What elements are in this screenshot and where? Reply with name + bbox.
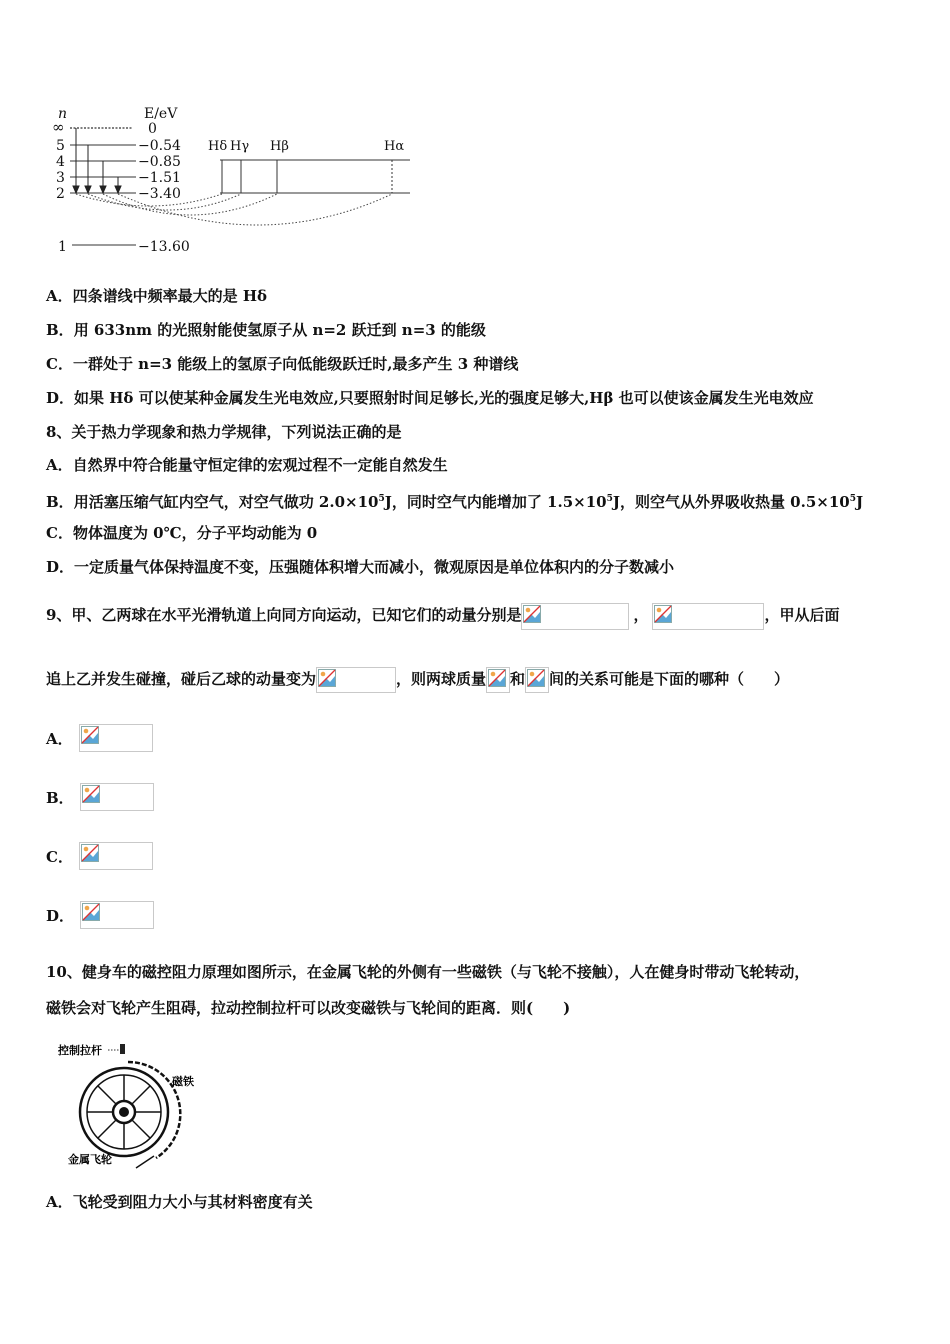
exponent: 5 xyxy=(378,494,385,504)
option-label: A． xyxy=(46,730,73,748)
q10-option-a xyxy=(46,1192,313,1212)
q9-stem-line1 xyxy=(46,602,839,630)
mass-b-image-icon xyxy=(525,667,549,693)
q8-stem: 8、关于热力学现象和热力学规律，下列说法正确的是 xyxy=(46,423,402,441)
q9-option-b xyxy=(46,783,154,813)
q9-stem-text: 追上乙并发生碰撞，碰后乙球的动量变为 xyxy=(46,670,317,688)
option-label: C． xyxy=(46,848,73,866)
magnet-label: 磁铁 xyxy=(172,1075,194,1088)
option-label: D． xyxy=(46,907,75,925)
line-h-alpha: Hα xyxy=(384,139,405,154)
option-text: 物体温度为 0℃，分子平均动能为 0 xyxy=(72,524,318,542)
line-h-gamma: Hγ xyxy=(230,139,250,154)
q9-stem-line2 xyxy=(46,664,789,694)
q8-option-c xyxy=(46,523,317,543)
option-text: 一定质量气体保持温度不变，压强随体积增大而减小，微观原因是单位体积内的分子数减小 xyxy=(74,558,675,576)
energy-level-diagram xyxy=(40,98,420,260)
q8-option-d xyxy=(46,557,674,577)
option-text: J xyxy=(855,493,864,511)
level-e-1: −13.60 xyxy=(138,239,190,255)
q9-option-c xyxy=(46,842,153,872)
line-h-delta: Hδ xyxy=(208,139,228,154)
level-e-inf: 0 xyxy=(148,121,157,137)
q9-stem-text: ，则两球质量 xyxy=(396,670,487,688)
option-label: B． xyxy=(46,493,74,511)
option-text: 自然界中符合能量守恒定律的宏观过程不一定能自然发生 xyxy=(72,456,448,474)
option-text: 用 633nm 的光照射能使氢原子从 n=2 跃迁到 n=3 的能级 xyxy=(73,321,486,339)
option-c-image-icon xyxy=(79,842,153,870)
option-label: A． xyxy=(46,1193,73,1211)
q7-option-a xyxy=(46,286,267,306)
option-text: 飞轮受到阻力大小与其材料密度有关 xyxy=(72,1193,313,1211)
q7-option-b xyxy=(46,320,486,340)
option-text: 用活塞压缩气缸内空气，对空气做功 2.0×10 xyxy=(73,493,379,511)
option-d-image-icon xyxy=(80,901,154,929)
option-a-image-icon xyxy=(79,724,153,752)
level-n-4: 4 xyxy=(56,154,65,170)
exponent: 5 xyxy=(849,494,856,504)
option-label: C． xyxy=(46,524,73,542)
level-e-3: −1.51 xyxy=(138,170,181,186)
momentum-a-image-icon xyxy=(521,603,629,630)
q7-option-d xyxy=(46,388,814,408)
level-n-inf: ∞ xyxy=(52,118,65,136)
option-text: 如果 Hδ 可以使某种金属发生光电效应,只要照射时间足够长,光的强度足够大,Hβ 也可以使该金属发生光电效应 xyxy=(74,389,814,407)
q9-stem-text: 间的关系可能是下面的哪种（ ） xyxy=(549,670,790,688)
q9-stem-text: ，甲从后面 xyxy=(764,606,840,624)
option-text: 四条谱线中频率最大的是 Hδ xyxy=(72,287,268,305)
option-b-image-icon xyxy=(80,783,154,811)
momentum-b-after-image-icon xyxy=(316,667,396,693)
q9-and: 和 xyxy=(510,670,526,688)
q7-option-c xyxy=(46,354,518,374)
option-label: A． xyxy=(46,456,73,474)
n-axis-label: n xyxy=(58,106,68,122)
level-n-3: 3 xyxy=(56,170,65,186)
level-e-5: −0.54 xyxy=(138,138,181,154)
option-text: J，则空气从外界吸收热量 0.5×10 xyxy=(612,493,850,511)
level-n-5: 5 xyxy=(56,138,65,154)
metal-flywheel-label: 金属飞轮 xyxy=(68,1153,112,1166)
control-rod-label: 控制拉杆 xyxy=(58,1044,102,1057)
option-label: A． xyxy=(46,287,73,305)
option-label: B． xyxy=(46,789,74,807)
q9-stem-text: 9、甲、乙两球在水平光滑轨道上向同方向运动，已知它们的动量分别是 xyxy=(46,606,522,624)
q10-stem-line1: 10、健身车的磁控阻力原理如图所示，在金属飞轮的外侧有一些磁铁（与飞轮不接触），人在健身时带动飞轮转动， xyxy=(46,963,810,981)
level-n-2: 2 xyxy=(56,186,65,202)
level-e-2: −3.40 xyxy=(138,186,181,202)
q10-stem-line2: 磁铁会对飞轮产生阻碍，拉动控制拉杆可以改变磁铁与飞轮间的距离．则( ) xyxy=(46,999,571,1017)
q9-option-d xyxy=(46,901,154,931)
mass-a-image-icon xyxy=(486,667,510,693)
q8-option-a xyxy=(46,455,448,475)
momentum-b-image-icon xyxy=(652,603,764,630)
option-label: D． xyxy=(46,389,75,407)
q9-option-a xyxy=(46,724,153,754)
flywheel-figure xyxy=(56,1040,206,1170)
exponent: 5 xyxy=(606,494,613,504)
option-text: 一群处于 n=3 能级上的氢原子向低能级跃迁时,最多产生 3 种谱线 xyxy=(72,355,519,373)
option-label: C． xyxy=(46,355,73,373)
option-label: B． xyxy=(46,321,74,339)
separator: ， xyxy=(633,606,649,624)
level-e-4: −0.85 xyxy=(138,154,181,170)
level-n-1: 1 xyxy=(58,239,67,255)
line-h-beta: Hβ xyxy=(270,139,289,154)
option-label: D． xyxy=(46,558,75,576)
option-text: J，同时空气内能增加了 1.5×10 xyxy=(384,493,607,511)
q8-option-b xyxy=(46,489,863,512)
energy-axis-label: E/eV xyxy=(144,106,178,122)
